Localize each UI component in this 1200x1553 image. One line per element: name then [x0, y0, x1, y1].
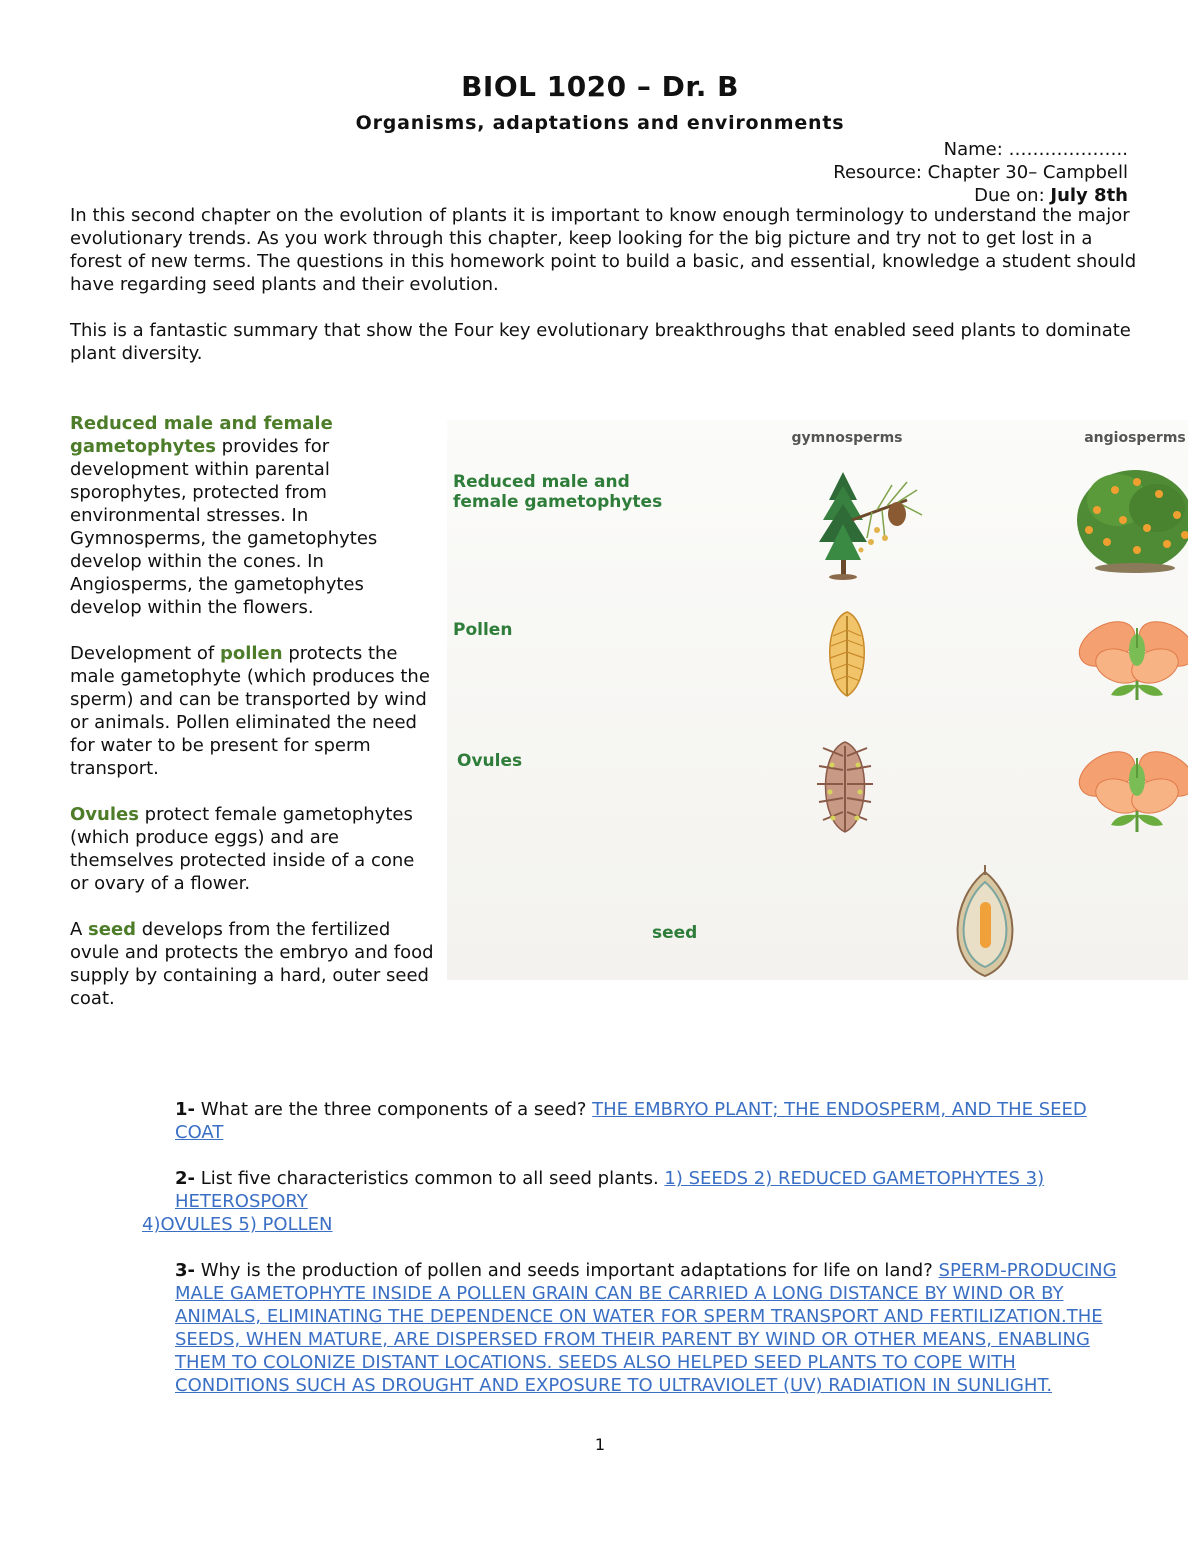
resource-line: Resource: Chapter 30– Campbell: [833, 162, 1128, 183]
row-label-gametophytes-2: female gametophytes: [453, 492, 663, 512]
gametophytes-term: Reduced male and female gametophytes: [70, 413, 333, 457]
name-field-label: Name: ………………..: [943, 139, 1128, 160]
page-subtitle: Organisms, adaptations and environments: [355, 112, 845, 134]
intro-text: [70, 204, 1140, 388]
question-2-text: List five characteristics common to all seed plants.: [195, 1168, 665, 1189]
question-1: [175, 1098, 1135, 1144]
seed-prefix: A: [70, 919, 89, 940]
ovules-paragraph: [70, 803, 435, 895]
breakthrough-descriptions: [70, 412, 435, 1033]
due-date: July 8th: [1050, 185, 1128, 206]
figure-svg: [447, 420, 1188, 980]
question-2-answer: 1) SEEDS 2) REDUCED GAMETOPHYTES 3) HETEROSPORY: [175, 1168, 1045, 1212]
pollen-text: protects the male gametophyte (which produces the sperm) and can be transported by wind or animals. Pollen eliminated the need for water to be present for sperm transport.: [70, 643, 430, 779]
column-gymnosperms: gymnosperms: [791, 430, 903, 446]
gametophytes-text: provides for development within parental sporophytes, protected from environmental stresses. In Gymnosperms, the gametophytes develop within the cones. In Angiosperms, the gametophytes develop within the flowers.: [70, 436, 378, 618]
question-1-number: 1-: [175, 1099, 195, 1120]
question-3-text: Why is the production of pollen and seeds important adaptations for life on land?: [195, 1260, 939, 1281]
page-title: BIOL 1020 – Dr. B: [461, 70, 739, 103]
question-3-number: 3-: [175, 1260, 195, 1281]
row-label-pollen: Pollen: [453, 620, 513, 640]
question-1-text: What are the three components of a seed?: [195, 1099, 593, 1120]
question-2-answer-tail: 4)OVULES 5) POLLEN: [142, 1214, 333, 1235]
question-2-answer-continued: [142, 1213, 1135, 1236]
row-label-seed: seed: [652, 923, 698, 943]
seed-paragraph: [70, 918, 435, 1010]
question-2-number: 2-: [175, 1168, 195, 1189]
row-label-gametophytes-1: Reduced male and: [453, 472, 630, 492]
question-3-answer: SPERM-PRODUCING MALE GAMETOPHYTE INSIDE A POLLEN GRAIN CAN BE CARRIED A LONG DISTANCE BY WIND OR BY ANIMALS, ELIMINATING THE DEPENDENCE ON WATER FOR SPERM TRANSPORT AND FERTILIZATION.THE SEEDS, WHEN MATURE, ARE DISPERSED FROM THEIR PARENT BY WIND OR OTHER MEANS, ENABLING THEM TO COLONIZE DISTANT LOCATIONS. SEEDS ALSO HELPED SEED PLANTS TO COPE WITH CONDITIONS SUCH AS DROUGHT AND EXPOSURE TO ULTRAVIOLET (UV) RADIATION IN SUNLIGHT.: [175, 1260, 1117, 1396]
intro-paragraph-2: This is a fantastic summary that show the Four key evolutionary breakthroughs that enabled seed plants to dominate plant diversity.: [70, 320, 1131, 364]
question-2: [175, 1167, 1135, 1213]
seed-text: develops from the fertilized ovule and protects the embryo and food supply by containing a hard, outer seed coat.: [70, 919, 434, 1009]
homework-questions: [142, 1098, 1135, 1420]
ovules-term: Ovules: [70, 804, 139, 825]
row-label-ovules: Ovules: [457, 751, 523, 771]
seed-term: seed: [88, 919, 137, 940]
ovules-text: protect female gametophytes (which produce eggs) and are themselves protected inside of a cone or ovary of a flower.: [70, 804, 415, 894]
question-3: [175, 1259, 1135, 1397]
page-number: 1: [594, 1435, 606, 1454]
gametophytes-paragraph: [70, 412, 435, 619]
column-angiosperms: angiosperms: [1084, 430, 1186, 446]
pollen-term: pollen: [219, 643, 283, 664]
assignment-meta: [833, 138, 1128, 207]
seed-plant-breakthroughs-figure: [447, 420, 1188, 980]
question-1-answer: THE EMBRYO PLANT; THE ENDOSPERM, AND THE SEED COAT: [175, 1099, 1087, 1143]
intro-paragraph-1: In this second chapter on the evolution of plants it is important to know enough terminology to understand the major evolutionary trends. As you work through this chapter, keep looking for the big picture and try not to get lost in a forest of new terms. The questions in this homework point to build a basic, and essential, knowledge a student should have regarding seed plants and their evolution.: [70, 205, 1137, 295]
due-label: Due on:: [974, 185, 1051, 206]
pollen-paragraph: [70, 642, 435, 780]
pollen-prefix: Development of: [70, 643, 220, 664]
